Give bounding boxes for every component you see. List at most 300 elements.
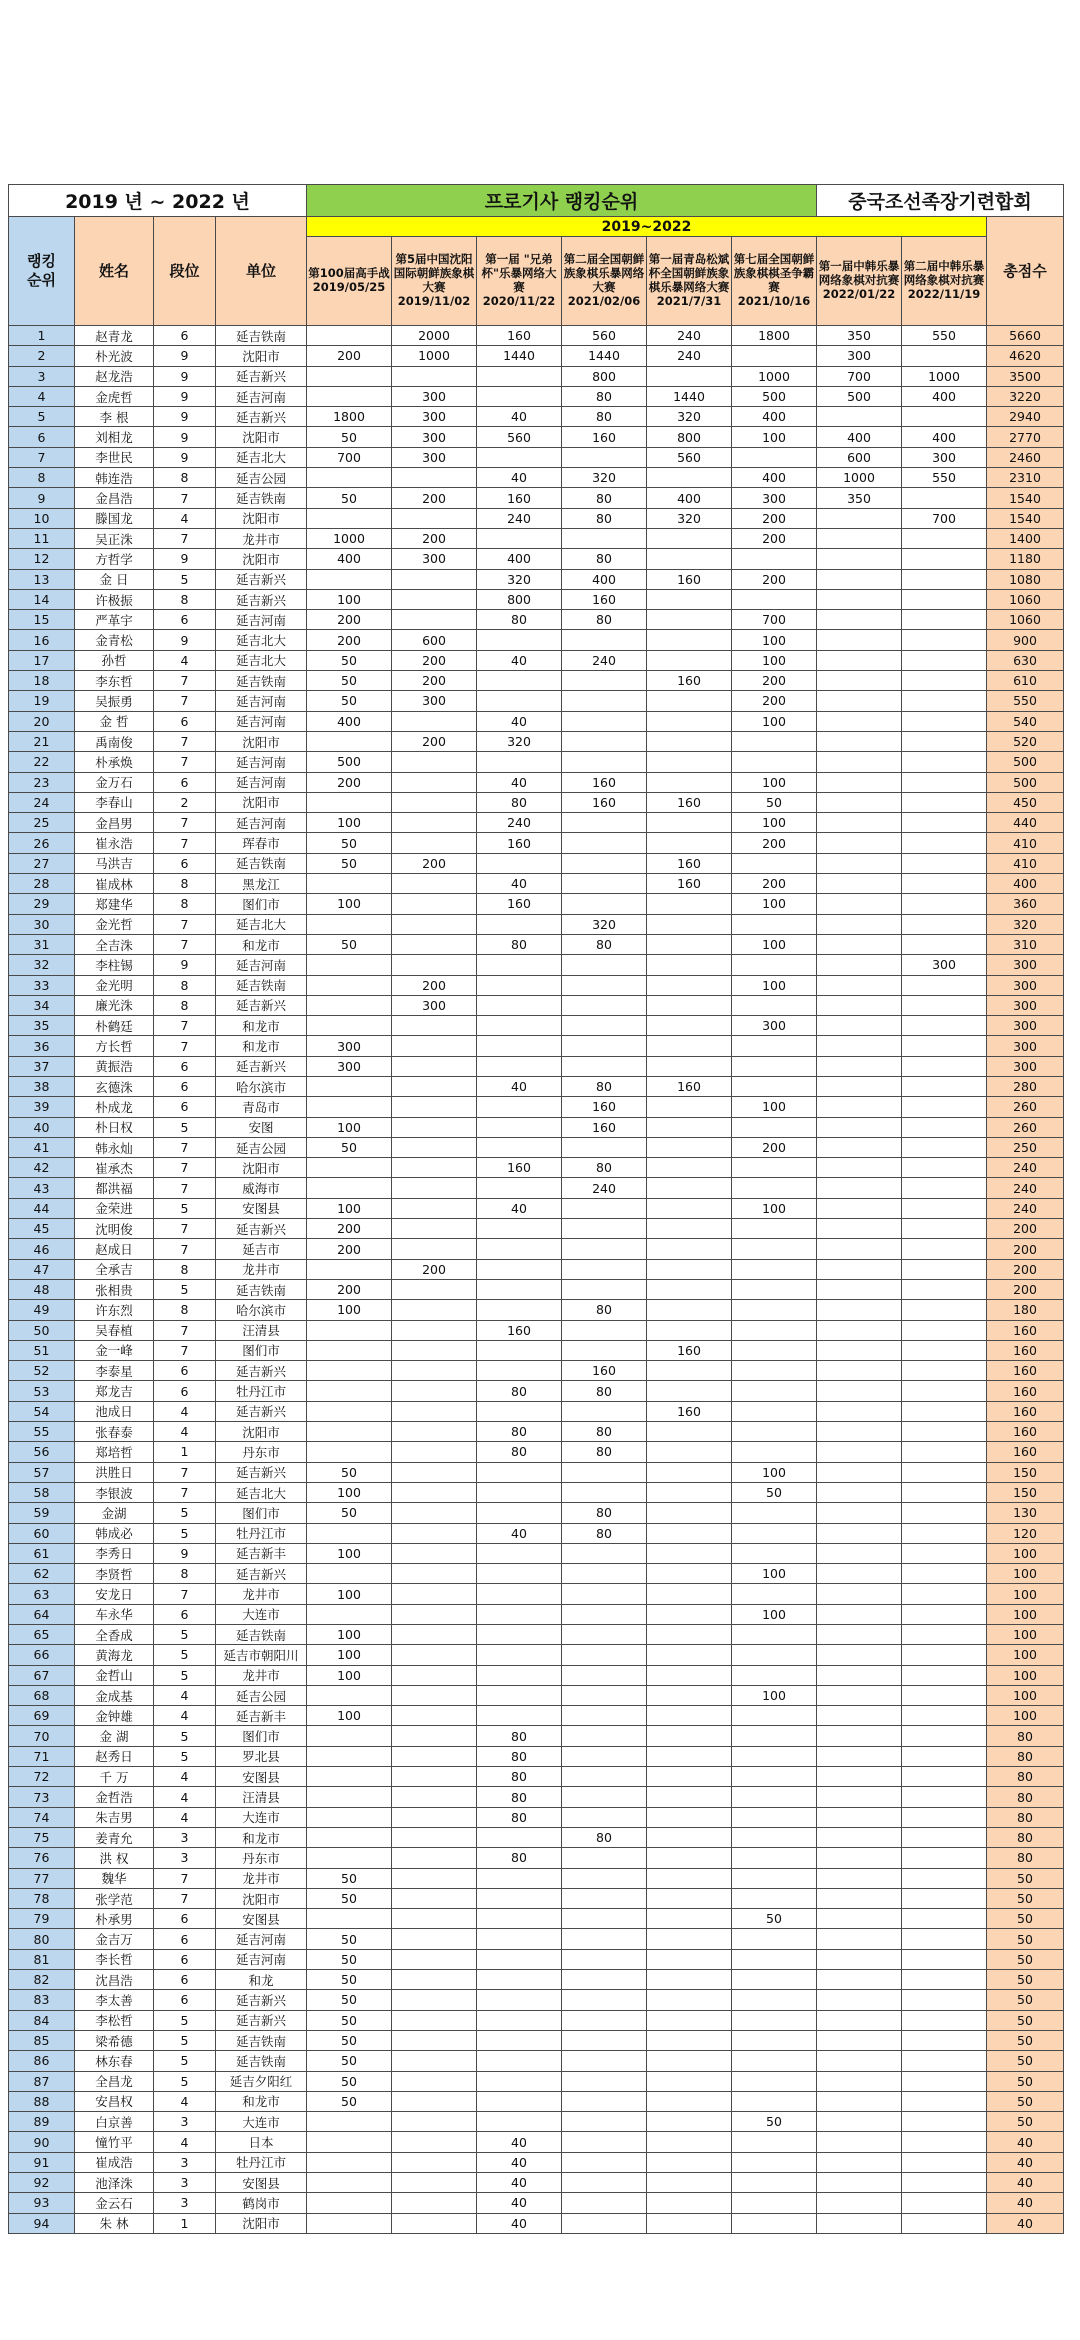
score-cell (732, 955, 817, 975)
score-cell (562, 2030, 647, 2050)
table-row (9, 792, 1064, 812)
score-cell: 50 (307, 833, 392, 853)
score-cell: 300 (392, 447, 477, 467)
score-cell (562, 1706, 647, 1726)
score-cell (817, 2132, 902, 2152)
score-cell: 50 (732, 1909, 817, 1929)
score-cell (477, 691, 562, 711)
score-cell (902, 711, 987, 731)
grade-cell: 6 (154, 1604, 216, 1624)
score-cell: 1800 (732, 326, 817, 346)
score-cell (902, 2112, 987, 2132)
score-cell: 200 (392, 528, 477, 548)
score-cell (562, 874, 647, 894)
score-cell (477, 1645, 562, 1665)
total-cell: 160 (987, 1401, 1064, 1421)
table-row (9, 853, 1064, 873)
score-cell (732, 2051, 817, 2071)
score-cell: 50 (307, 1868, 392, 1888)
score-cell (902, 1340, 987, 1360)
grade-cell: 9 (154, 366, 216, 386)
score-cell (817, 752, 902, 772)
unit-cell: 延吉新兴 (216, 407, 307, 427)
unit-cell: 延吉新兴 (216, 1564, 307, 1584)
grade-cell: 7 (154, 691, 216, 711)
score-cell (647, 1056, 732, 1076)
score-cell (477, 1543, 562, 1563)
table-row (9, 1300, 1064, 1320)
total-cell: 5660 (987, 326, 1064, 346)
score-cell (647, 1503, 732, 1523)
total-cell: 160 (987, 1422, 1064, 1442)
score-cell (307, 1178, 392, 1198)
total-cell: 3220 (987, 386, 1064, 406)
score-cell (392, 1442, 477, 1462)
score-cell: 40 (477, 2193, 562, 2213)
score-cell: 500 (307, 752, 392, 772)
score-cell (307, 1401, 392, 1421)
name-cell: 赵成日 (75, 1239, 154, 1259)
grade-cell: 7 (154, 1178, 216, 1198)
unit-cell: 延吉河南 (216, 752, 307, 772)
score-cell: 160 (477, 1158, 562, 1178)
score-cell (392, 2193, 477, 2213)
score-cell (392, 1949, 477, 1969)
score-cell: 550 (902, 468, 987, 488)
score-cell (902, 1848, 987, 1868)
table-row (9, 2193, 1064, 2213)
table-row (9, 447, 1064, 467)
grade-cell: 3 (154, 2193, 216, 2213)
table-row (9, 1503, 1064, 1523)
rank-cell: 81 (9, 1949, 75, 1969)
score-cell (392, 1422, 477, 1442)
name-cell: 朴光波 (75, 346, 154, 366)
score-cell (562, 1564, 647, 1584)
score-cell: 100 (732, 894, 817, 914)
score-cell (817, 1827, 902, 1847)
table-row (9, 833, 1064, 853)
score-cell (732, 1117, 817, 1137)
score-cell (392, 1868, 477, 1888)
score-cell (732, 1990, 817, 2010)
score-cell: 400 (477, 549, 562, 569)
total-cell: 2940 (987, 407, 1064, 427)
grade-cell: 5 (154, 1523, 216, 1543)
score-cell: 100 (732, 772, 817, 792)
score-cell: 50 (307, 1929, 392, 1949)
rank-cell: 16 (9, 630, 75, 650)
grade-cell: 3 (154, 2152, 216, 2172)
score-cell (562, 1665, 647, 1685)
score-cell: 80 (477, 1848, 562, 1868)
score-cell (647, 1442, 732, 1462)
score-cell (562, 2152, 647, 2172)
unit-cell: 延吉铁南 (216, 975, 307, 995)
score-cell: 100 (307, 1584, 392, 1604)
total-cell: 160 (987, 1442, 1064, 1462)
table-row (9, 1279, 1064, 1299)
score-cell: 80 (477, 1442, 562, 1462)
total-cell: 100 (987, 1685, 1064, 1705)
score-cell (392, 1665, 477, 1685)
score-cell (817, 1787, 902, 1807)
rank-cell: 52 (9, 1361, 75, 1381)
score-cell (647, 772, 732, 792)
score-cell (647, 1300, 732, 1320)
score-cell: 320 (647, 508, 732, 528)
score-cell (647, 752, 732, 772)
score-cell (392, 792, 477, 812)
total-cell: 50 (987, 1949, 1064, 1969)
score-cell (392, 1685, 477, 1705)
score-cell (647, 1279, 732, 1299)
rank-cell: 91 (9, 2152, 75, 2172)
score-cell (477, 1868, 562, 1888)
score-cell (477, 1462, 562, 1482)
score-cell (562, 731, 647, 751)
total-cell: 300 (987, 1016, 1064, 1036)
grade-cell: 7 (154, 1868, 216, 1888)
unit-cell: 和龙市 (216, 1036, 307, 1056)
total-cell: 550 (987, 691, 1064, 711)
score-cell (902, 630, 987, 650)
score-cell (732, 1706, 817, 1726)
tournament-header: 第二届全国朝鲜族象棋乐暴网络大赛 2021/02/06 (562, 237, 647, 326)
score-cell (307, 1442, 392, 1462)
score-cell: 40 (477, 1523, 562, 1543)
total-cell: 280 (987, 1076, 1064, 1096)
unit-cell: 延吉新丰 (216, 1706, 307, 1726)
grade-cell: 7 (154, 934, 216, 954)
score-cell (562, 853, 647, 873)
grade-cell: 7 (154, 1888, 216, 1908)
score-cell (732, 1949, 817, 1969)
name-cell: 赵青龙 (75, 326, 154, 346)
score-cell (647, 1604, 732, 1624)
table-row (9, 1929, 1064, 1949)
score-cell: 80 (562, 1523, 647, 1543)
grade-cell: 3 (154, 1827, 216, 1847)
score-cell (817, 1117, 902, 1137)
table-row (9, 995, 1064, 1015)
score-cell (562, 1584, 647, 1604)
table-row (9, 1970, 1064, 1990)
grade-cell: 6 (154, 1097, 216, 1117)
table-row (9, 1016, 1064, 1036)
table-row (9, 1807, 1064, 1827)
score-cell: 100 (307, 1543, 392, 1563)
score-cell (477, 1909, 562, 1929)
score-cell (902, 1726, 987, 1746)
score-cell (647, 650, 732, 670)
score-cell (647, 2152, 732, 2172)
score-cell (817, 589, 902, 609)
score-cell (647, 1929, 732, 1949)
score-cell (817, 1097, 902, 1117)
name-cell: 金成基 (75, 1685, 154, 1705)
score-cell (817, 1929, 902, 1949)
score-cell: 1000 (732, 366, 817, 386)
unit-cell: 哈尔滨市 (216, 1300, 307, 1320)
score-cell: 40 (477, 468, 562, 488)
unit-cell: 延吉铁南 (216, 488, 307, 508)
score-cell (817, 1482, 902, 1502)
score-cell: 200 (307, 1239, 392, 1259)
table-row (9, 549, 1064, 569)
score-cell (817, 407, 902, 427)
score-cell (647, 1584, 732, 1604)
table-row (9, 1726, 1064, 1746)
score-cell (902, 346, 987, 366)
grade-cell: 8 (154, 894, 216, 914)
rank-cell: 17 (9, 650, 75, 670)
score-cell (562, 1340, 647, 1360)
grade-cell: 6 (154, 1990, 216, 2010)
score-cell: 300 (307, 1056, 392, 1076)
rank-cell: 63 (9, 1584, 75, 1604)
total-cell: 300 (987, 955, 1064, 975)
table-row (9, 1746, 1064, 1766)
name-cell: 千 万 (75, 1767, 154, 1787)
total-cell: 260 (987, 1117, 1064, 1137)
score-cell (902, 1990, 987, 2010)
rank-cell: 40 (9, 1117, 75, 1137)
score-cell (817, 2193, 902, 2213)
score-cell (307, 914, 392, 934)
score-cell (562, 1685, 647, 1705)
score-cell (392, 1462, 477, 1482)
score-cell (562, 1543, 647, 1563)
score-cell (902, 1117, 987, 1137)
score-cell (817, 1604, 902, 1624)
score-cell (902, 1685, 987, 1705)
score-cell (477, 1239, 562, 1259)
score-cell (817, 1462, 902, 1482)
score-cell (732, 2152, 817, 2172)
grade-cell: 1 (154, 2213, 216, 2233)
score-cell (732, 1442, 817, 1462)
unit-cell: 沈阳市 (216, 792, 307, 812)
unit-cell: 延吉夕阳红 (216, 2071, 307, 2091)
score-cell: 50 (307, 427, 392, 447)
name-cell: 禹南俊 (75, 731, 154, 751)
total-cell: 2310 (987, 468, 1064, 488)
table-row (9, 650, 1064, 670)
score-cell: 700 (902, 508, 987, 528)
score-cell (392, 508, 477, 528)
score-cell (562, 1990, 647, 2010)
rank-cell: 71 (9, 1746, 75, 1766)
grade-cell: 6 (154, 1929, 216, 1949)
score-cell (817, 569, 902, 589)
score-cell (647, 2193, 732, 2213)
score-cell (562, 2051, 647, 2071)
rank-cell: 44 (9, 1198, 75, 1218)
score-cell (902, 2193, 987, 2213)
rank-cell: 56 (9, 1442, 75, 1462)
unit-cell: 延吉新兴 (216, 995, 307, 1015)
score-cell (392, 1909, 477, 1929)
rank-cell: 49 (9, 1300, 75, 1320)
table-row (9, 2132, 1064, 2152)
total-cell: 100 (987, 1564, 1064, 1584)
name-cell: 黄海龙 (75, 1645, 154, 1665)
rank-cell: 45 (9, 1219, 75, 1239)
score-cell (392, 1767, 477, 1787)
score-cell (902, 1888, 987, 1908)
grade-cell: 4 (154, 1807, 216, 1827)
total-cell: 40 (987, 2173, 1064, 2193)
grade-cell: 4 (154, 2091, 216, 2111)
score-cell (902, 772, 987, 792)
score-cell (902, 407, 987, 427)
score-cell (392, 1076, 477, 1096)
score-cell (902, 1056, 987, 1076)
score-cell (817, 2112, 902, 2132)
score-cell (902, 1462, 987, 1482)
score-cell: 100 (732, 630, 817, 650)
unit-cell: 大连市 (216, 2112, 307, 2132)
score-cell: 80 (562, 1158, 647, 1178)
table-row (9, 914, 1064, 934)
total-cell: 160 (987, 1361, 1064, 1381)
name-cell: 朱 林 (75, 2213, 154, 2233)
score-cell (902, 2071, 987, 2091)
score-cell (392, 1604, 477, 1624)
total-cell: 400 (987, 874, 1064, 894)
grade-cell: 6 (154, 610, 216, 630)
score-cell (392, 1970, 477, 1990)
score-cell (307, 995, 392, 1015)
score-cell (902, 650, 987, 670)
name-cell: 朴鹤廷 (75, 1016, 154, 1036)
score-cell (902, 1300, 987, 1320)
total-cell: 200 (987, 1259, 1064, 1279)
name-cell: 全吉洙 (75, 934, 154, 954)
score-cell: 50 (307, 691, 392, 711)
grade-cell: 1 (154, 1442, 216, 1462)
rank-cell: 21 (9, 731, 75, 751)
score-cell: 400 (562, 569, 647, 589)
score-cell: 50 (307, 2010, 392, 2030)
grade-cell: 6 (154, 772, 216, 792)
score-cell (817, 2051, 902, 2071)
tournament-header: 第5届中国沈阳国际朝鲜族象棋大赛 2019/11/02 (392, 237, 477, 326)
score-cell: 400 (307, 711, 392, 731)
name-cell: 朴日权 (75, 1117, 154, 1137)
total-cell: 150 (987, 1482, 1064, 1502)
score-cell (817, 1503, 902, 1523)
unit-cell: 大连市 (216, 1604, 307, 1624)
rank-cell: 64 (9, 1604, 75, 1624)
score-cell (902, 691, 987, 711)
score-cell: 400 (817, 427, 902, 447)
score-cell (732, 2071, 817, 2091)
score-cell (477, 528, 562, 548)
score-cell (732, 1239, 817, 1259)
score-cell: 40 (477, 650, 562, 670)
score-cell (732, 2030, 817, 2050)
score-cell (392, 1381, 477, 1401)
score-cell (647, 691, 732, 711)
grade-cell: 5 (154, 1665, 216, 1685)
grade-cell: 8 (154, 589, 216, 609)
score-cell (562, 813, 647, 833)
score-cell (477, 2030, 562, 2050)
name-cell: 韩连浩 (75, 468, 154, 488)
total-cell: 200 (987, 1239, 1064, 1259)
rank-cell: 23 (9, 772, 75, 792)
score-cell (647, 1807, 732, 1827)
score-cell (817, 1279, 902, 1299)
score-cell: 800 (477, 589, 562, 609)
score-cell (392, 2091, 477, 2111)
name-cell: 李秀日 (75, 1543, 154, 1563)
score-cell (392, 1543, 477, 1563)
unit-cell: 延吉公园 (216, 1685, 307, 1705)
score-cell (562, 752, 647, 772)
total-cell: 1080 (987, 569, 1064, 589)
grade-cell: 7 (154, 1462, 216, 1482)
score-cell (902, 671, 987, 691)
table-row (9, 1097, 1064, 1117)
score-cell: 160 (647, 1340, 732, 1360)
score-cell: 100 (307, 1482, 392, 1502)
score-cell: 200 (732, 671, 817, 691)
total-cell: 100 (987, 1584, 1064, 1604)
score-cell (902, 1198, 987, 1218)
name-cell: 严革宇 (75, 610, 154, 630)
score-cell (477, 2071, 562, 2091)
total-cell: 4620 (987, 346, 1064, 366)
table-row (9, 1219, 1064, 1239)
score-cell: 100 (732, 934, 817, 954)
score-cell: 200 (392, 650, 477, 670)
unit-cell: 延吉新兴 (216, 1462, 307, 1482)
grade-cell: 6 (154, 1949, 216, 1969)
score-cell (392, 1340, 477, 1360)
table-row (9, 1564, 1064, 1584)
score-cell: 550 (902, 326, 987, 346)
score-cell: 320 (562, 468, 647, 488)
score-cell: 300 (902, 955, 987, 975)
rank-cell: 30 (9, 914, 75, 934)
score-cell: 200 (307, 346, 392, 366)
score-cell (732, 1158, 817, 1178)
rank-cell: 11 (9, 528, 75, 548)
rank-cell: 10 (9, 508, 75, 528)
score-cell (817, 1016, 902, 1036)
score-cell: 80 (562, 407, 647, 427)
grade-cell: 4 (154, 1685, 216, 1705)
score-cell: 700 (732, 610, 817, 630)
table-row (9, 711, 1064, 731)
rank-cell: 59 (9, 1503, 75, 1523)
score-cell (817, 711, 902, 731)
score-cell: 40 (477, 772, 562, 792)
name-cell: 崔永浩 (75, 833, 154, 853)
name-cell: 全承吉 (75, 1259, 154, 1279)
score-cell (902, 1361, 987, 1381)
score-cell (817, 1422, 902, 1442)
score-cell (562, 1401, 647, 1421)
name-cell: 金虎哲 (75, 386, 154, 406)
score-cell (477, 853, 562, 873)
score-cell: 200 (307, 1219, 392, 1239)
score-cell: 40 (477, 2173, 562, 2193)
rank-cell: 37 (9, 1056, 75, 1076)
